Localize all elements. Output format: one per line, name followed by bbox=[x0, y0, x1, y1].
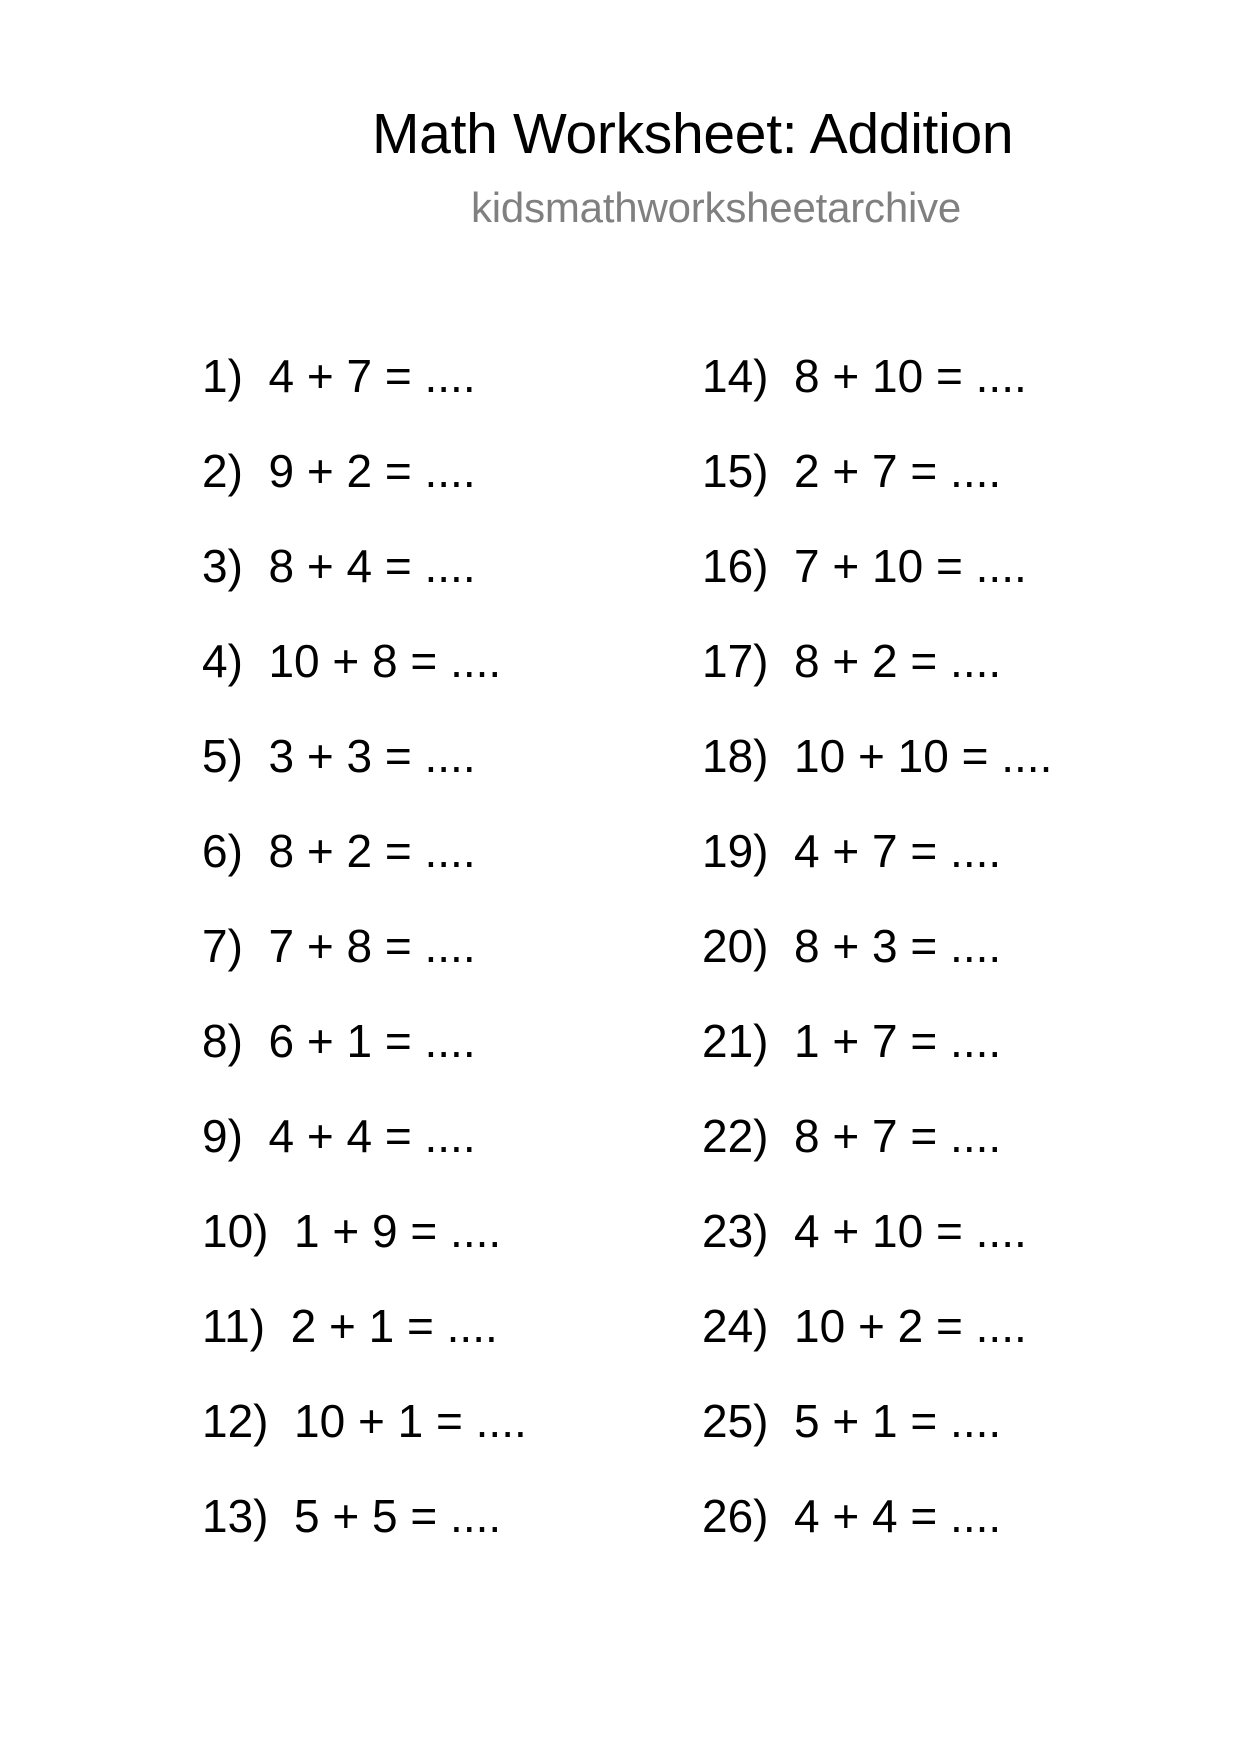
problem-expression: 8 + 4 = .... bbox=[268, 540, 476, 592]
problem-expression: 6 + 1 = .... bbox=[268, 1015, 476, 1067]
problems-column-left bbox=[202, 348, 527, 1583]
problem-expression: 10 + 1 = .... bbox=[294, 1395, 527, 1447]
problem-7 bbox=[202, 918, 527, 1013]
problem-expression: 8 + 2 = .... bbox=[268, 825, 476, 877]
problem-expression: 8 + 10 = .... bbox=[794, 350, 1027, 402]
problem-expression: 4 + 4 = .... bbox=[268, 1110, 476, 1162]
problem-expression: 2 + 1 = .... bbox=[290, 1300, 498, 1352]
problem-expression: 4 + 4 = .... bbox=[794, 1490, 1002, 1542]
problem-number: 24) bbox=[702, 1300, 769, 1352]
problem-number: 10) bbox=[202, 1205, 269, 1257]
problem-number: 17) bbox=[702, 635, 769, 687]
problem-expression: 3 + 3 = .... bbox=[268, 730, 476, 782]
problem-number: 14) bbox=[702, 350, 769, 402]
problem-13 bbox=[202, 1488, 527, 1583]
problem-11 bbox=[202, 1298, 527, 1393]
problem-expression: 1 + 7 = .... bbox=[794, 1015, 1002, 1067]
problem-25 bbox=[702, 1393, 1052, 1488]
problem-expression: 10 + 8 = .... bbox=[268, 635, 502, 687]
problem-expression: 10 + 10 = .... bbox=[794, 730, 1053, 782]
problem-expression: 8 + 2 = .... bbox=[794, 635, 1002, 687]
problem-number: 26) bbox=[702, 1490, 769, 1542]
problem-18 bbox=[702, 728, 1052, 823]
problem-4 bbox=[202, 633, 527, 728]
problem-expression: 7 + 10 = .... bbox=[794, 540, 1027, 592]
problem-21 bbox=[702, 1013, 1052, 1108]
problem-number: 5) bbox=[202, 730, 243, 782]
problem-number: 6) bbox=[202, 825, 243, 877]
problem-number: 23) bbox=[702, 1205, 769, 1257]
problem-expression: 1 + 9 = .... bbox=[294, 1205, 502, 1257]
problem-number: 22) bbox=[702, 1110, 769, 1162]
problem-3 bbox=[202, 538, 527, 633]
problem-number: 20) bbox=[702, 920, 769, 972]
problem-2 bbox=[202, 443, 527, 538]
problem-24 bbox=[702, 1298, 1052, 1393]
problem-number: 19) bbox=[702, 825, 769, 877]
problem-number: 21) bbox=[702, 1015, 769, 1067]
problem-number: 4) bbox=[202, 635, 243, 687]
problem-17 bbox=[702, 633, 1052, 728]
problem-expression: 7 + 8 = .... bbox=[268, 920, 476, 972]
problem-number: 15) bbox=[702, 445, 769, 497]
problem-14 bbox=[702, 348, 1052, 443]
problem-20 bbox=[702, 918, 1052, 1013]
problem-expression: 10 + 2 = .... bbox=[794, 1300, 1027, 1352]
problem-number: 8) bbox=[202, 1015, 243, 1067]
problem-22 bbox=[702, 1108, 1052, 1203]
problem-number: 13) bbox=[202, 1490, 269, 1542]
problem-9 bbox=[202, 1108, 527, 1203]
problem-1 bbox=[202, 348, 527, 443]
problem-number: 12) bbox=[202, 1395, 269, 1447]
problem-number: 3) bbox=[202, 540, 243, 592]
problem-expression: 2 + 7 = .... bbox=[794, 445, 1002, 497]
problem-12 bbox=[202, 1393, 527, 1488]
problem-number: 18) bbox=[702, 730, 769, 782]
problem-number: 2) bbox=[202, 445, 243, 497]
problem-16 bbox=[702, 538, 1052, 633]
problem-number: 25) bbox=[702, 1395, 769, 1447]
problem-number: 11) bbox=[202, 1300, 266, 1352]
problem-6 bbox=[202, 823, 527, 918]
problem-number: 9) bbox=[202, 1110, 243, 1162]
problem-number: 7) bbox=[202, 920, 243, 972]
worksheet-title: Math Worksheet: Addition bbox=[372, 102, 1014, 166]
problem-expression: 8 + 7 = .... bbox=[794, 1110, 1002, 1162]
problem-number: 16) bbox=[702, 540, 769, 592]
problem-expression: 9 + 2 = .... bbox=[268, 445, 476, 497]
problem-10 bbox=[202, 1203, 527, 1298]
problem-26 bbox=[702, 1488, 1052, 1583]
problem-expression: 4 + 7 = .... bbox=[794, 825, 1002, 877]
problem-number: 1) bbox=[202, 350, 243, 402]
problem-expression: 5 + 5 = .... bbox=[294, 1490, 502, 1542]
problem-8 bbox=[202, 1013, 527, 1108]
problem-23 bbox=[702, 1203, 1052, 1298]
problem-expression: 4 + 10 = .... bbox=[794, 1205, 1027, 1257]
problem-5 bbox=[202, 728, 527, 823]
problem-expression: 5 + 1 = .... bbox=[794, 1395, 1002, 1447]
problem-19 bbox=[702, 823, 1052, 918]
problem-expression: 8 + 3 = .... bbox=[794, 920, 1002, 972]
problems-column-right bbox=[702, 348, 1052, 1583]
problem-expression: 4 + 7 = .... bbox=[268, 350, 476, 402]
worksheet-subtitle: kidsmathworksheetarchive bbox=[471, 184, 962, 231]
problem-15 bbox=[702, 443, 1052, 538]
